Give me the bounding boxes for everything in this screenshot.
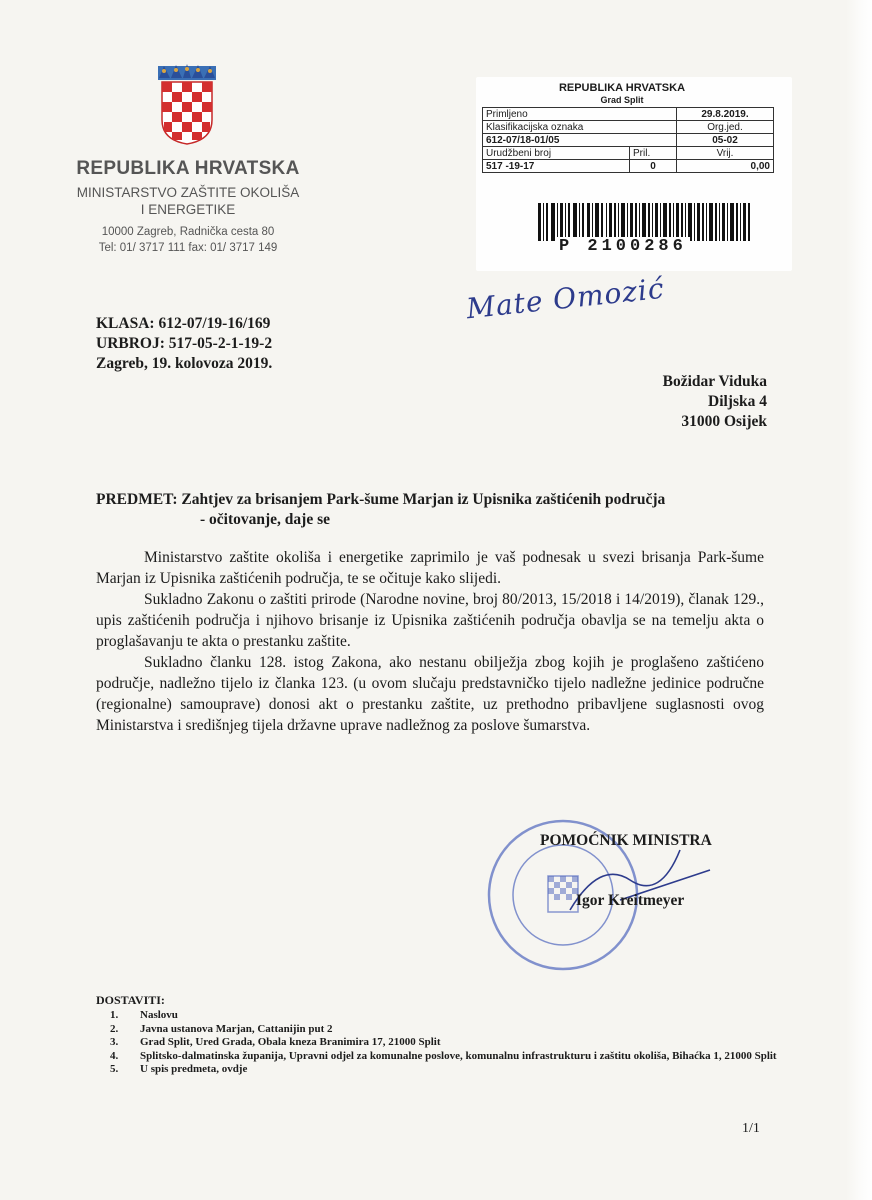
signatory-name: Igor Kreitmeyer bbox=[576, 892, 685, 909]
letterhead-ministry-line1: MINISTARSTVO ZAŠTITE OKOLIŠA bbox=[76, 185, 300, 200]
page-edge bbox=[846, 0, 872, 1200]
stamp-title: REPUBLIKA HRVATSKA bbox=[558, 82, 686, 94]
recipient-name: Božidar Viduka bbox=[662, 373, 767, 390]
list-item-text: Naslovu bbox=[140, 1009, 178, 1021]
document-references bbox=[96, 314, 272, 374]
list-item-number: 1. bbox=[110, 1009, 119, 1021]
stamp-subtitle: Grad Split bbox=[600, 95, 644, 105]
body-paragraph: Ministarstvo zaštite okoliša i energetike zaprimilo je vaš podnesak u svezi brisanja Park-šume Marjan iz Upisnika zaštićenih područja, te se očituje kako slijedi. bbox=[96, 549, 764, 587]
list-item bbox=[110, 1063, 790, 1077]
barcode-number: P 2100286 bbox=[556, 237, 690, 256]
stamp-received-label: Primljeno bbox=[483, 108, 677, 121]
recipient-address bbox=[663, 372, 767, 432]
list-item bbox=[110, 1050, 790, 1064]
subject bbox=[96, 490, 756, 530]
stamp-attachments-value: 0 bbox=[630, 160, 677, 173]
list-item-number: 3. bbox=[110, 1036, 119, 1048]
list-item bbox=[110, 1023, 790, 1037]
stamp-received-date: 29.8.2019. bbox=[677, 108, 774, 121]
letter-body bbox=[96, 547, 764, 736]
stamp-org-value: 05-02 bbox=[677, 134, 774, 147]
handwritten-note: Mate Omozić bbox=[464, 271, 667, 326]
distribution-title: DOSTAVITI: bbox=[96, 993, 165, 1007]
stamp-attachments-label: Pril. bbox=[630, 147, 677, 160]
stamp-classification-value: 612-07/18-01/05 bbox=[483, 134, 677, 147]
distribution-list bbox=[110, 1009, 790, 1077]
list-item bbox=[110, 1009, 790, 1023]
list-item-text: U spis predmeta, ovdje bbox=[140, 1063, 248, 1075]
stamp-org-label: Org.jed. bbox=[677, 121, 774, 134]
letterhead-street: 10000 Zagreb, Radnička cesta 80 bbox=[101, 226, 275, 238]
letterhead-country: REPUBLIKA HRVATSKA bbox=[76, 158, 300, 179]
letterhead-ministry bbox=[68, 184, 308, 218]
list-item-text: Grad Split, Ured Grada, Obala kneza Branimira 17, 21000 Split bbox=[140, 1036, 441, 1048]
body-paragraph: Sukladno Zakonu o zaštiti prirode (Narodne novine, broj 80/2013, 15/2018 i 14/2019), članak 129., upis zaštićenih područja i njihovo brisanje iz Upisnika zaštićenih područja obavlja se na temelju akta o proglašavanju te akta o prestanku zaštite. bbox=[96, 591, 764, 650]
list-item-number: 4. bbox=[110, 1049, 119, 1062]
handwritten-signature-icon bbox=[560, 840, 720, 930]
stamp-value-label: Vrij. bbox=[677, 147, 774, 160]
recipient-city: 31000 Osijek bbox=[681, 413, 767, 430]
stamp-urbroj-label: Urudžbeni broj bbox=[483, 147, 630, 160]
subject-line1: PREDMET: Zahtjev za brisanjem Park-šume Marjan iz Upisnika zaštićenih područja bbox=[96, 491, 666, 508]
signatory-title: POMOĆNIK MINISTRA bbox=[540, 832, 712, 849]
letterhead-phone: Tel: 01/ 3717 111 fax: 01/ 3717 149 bbox=[98, 242, 278, 254]
receipt-stamp bbox=[476, 77, 792, 271]
croatian-coat-of-arms-icon bbox=[156, 62, 218, 146]
stamp-urbroj-value: 517 -19-17 bbox=[483, 160, 630, 173]
list-item bbox=[110, 1036, 790, 1050]
body-paragraph: Sukladno članku 128. istog Zakona, ako nestanu obilježja zbog kojih je proglašeno zaštićeno područje, nadležno tijelo iz članka 123. (u ovom slučaju predstavničko tijelo nadležne jedinice područne (regionalne) samouprave) donosi akt o prestanku zaštite, uz prethodno pribavljene suglasnosti ovog Ministarstva i središnjeg tijela državne uprave nadležnog za poslove šumarstva. bbox=[96, 654, 764, 734]
stamp-classification-label: Klasifikacijska oznaka bbox=[483, 121, 677, 134]
stamp-table bbox=[482, 107, 774, 173]
subject-line2: - očitovanje, daje se bbox=[200, 511, 330, 528]
recipient-street: Diljska 4 bbox=[708, 393, 767, 410]
letterhead-ministry-line2: I ENERGETIKE bbox=[140, 202, 236, 217]
letterhead-address bbox=[68, 224, 308, 256]
list-item-number: 5. bbox=[110, 1063, 119, 1075]
list-item-number: 2. bbox=[110, 1022, 119, 1035]
page-number: 1/1 bbox=[742, 1121, 760, 1136]
stamp-value-value: 0,00 bbox=[677, 160, 774, 173]
place-date: Zagreb, 19. kolovoza 2019. bbox=[96, 355, 273, 372]
barcode-icon bbox=[538, 203, 750, 241]
klasa: KLASA: 612-07/19-16/169 bbox=[96, 315, 271, 332]
list-item-text: Splitsko-dalmatinska županija, Upravni odjel za komunalne poslove, komunalnu infrastrukturu i zaštitu okoliša, Bihaćka 1, 21000 Split bbox=[140, 1049, 777, 1062]
list-item-text: Javna ustanova Marjan, Cattanijin put 2 bbox=[140, 1022, 333, 1035]
urbroj: URBROJ: 517-05-2-1-19-2 bbox=[96, 335, 273, 352]
